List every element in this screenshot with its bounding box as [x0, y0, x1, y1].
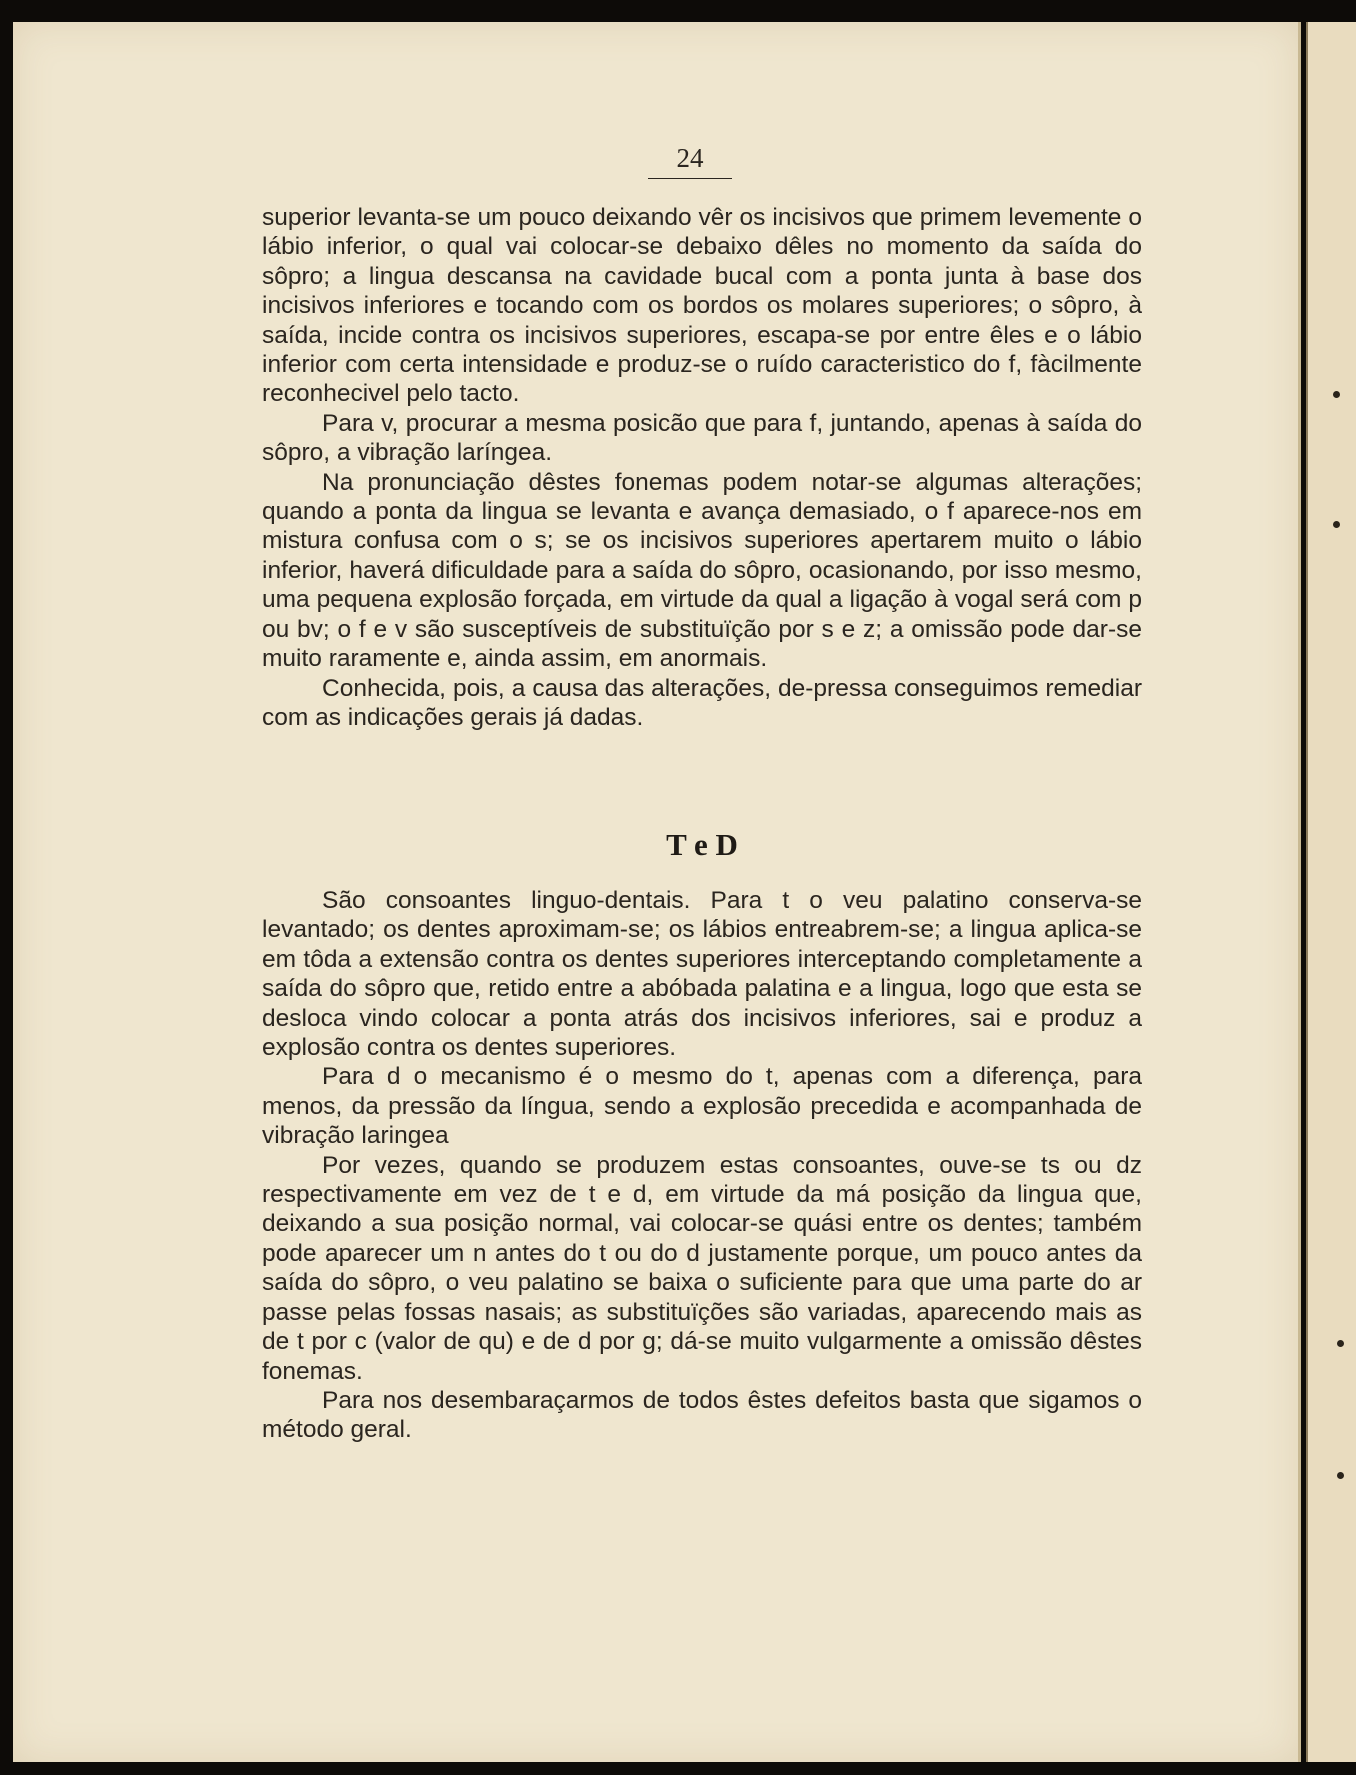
- paragraph: Para nos desembaraçarmos de todos êstes defeitos basta que sigamos o método geral.: [262, 1386, 1142, 1444]
- paragraph: Para v, procurar a mesma posicão que para f, juntando, apenas à saída do sôpro, a vibração laríngea.: [262, 409, 1142, 467]
- edge-mark: [1337, 1472, 1344, 1479]
- paragraph: Por vezes, quando se produzem estas consoantes, ouve-se ts ou dz respectivamente em vez de t e d, em virtude da má posição da lingua que, deixando a sua posição normal, vai colocar-se quási entre os dentes; também pode aparecer um n antes do t ou do d justamente porque, um pouco antes da saída do sôpro, o veu palatino se baixa o suficiente para que uma parte do ar passe pelas fossas nasais; as substituïções são variadas, aparecendo mais as de t por c (valor de qu) e de d por g; dá-se muito vulgarmente a omissão dêstes fonemas.: [262, 1151, 1142, 1385]
- paragraph: São consoantes linguo-dentais. Para t o veu palatino conserva-se levantado; os dentes aproximam-se; os lábios entreabrem-se; a lingua aplica-se em tôda a extensão contra os dentes superiores interceptando completamente a saída do sôpro que, retido entre a abóbada palatina e a lingua, logo que esta se desloca vindo colocar a ponta atrás dos incisivos inferiores, sai e produz a explosão contra os dentes superiores.: [262, 887, 1142, 1062]
- next-page-edge: [1306, 22, 1356, 1762]
- edge-mark: [1337, 1340, 1344, 1347]
- paragraph: Para d o mecanismo é o mesmo do t, apenas com a diferença, para menos, da pressão da língua, sendo a explosão precedida e acompanhada de vibração laringea: [262, 1063, 1142, 1150]
- text-section-1: [262, 203, 1142, 732]
- paragraph: superior levanta-se um pouco deixando vêr os incisivos que primem levemente o lábio inferior, o qual vai colocar-se debaixo dêles no momento da saída do sôpro; a lingua descansa na cavidade bucal com a ponta junta à base dos incisivos inferiores e tocando com os bordos os molares superiores; o sôpro, à saída, incide contra os incisivos superiores, escapa-se por entre êles e o lábio inferior com certa intensidade e produz-se o ruído caracteristico do f, fàcilmente reconhecivel pelo tacto.: [262, 204, 1142, 408]
- section-heading: T e D: [666, 827, 738, 862]
- paragraph: Conhecida, pois, a causa das alterações, de-pressa conseguimos remediar com as indicações gerais já dadas.: [262, 674, 1142, 731]
- text-section-2: [262, 886, 1142, 1445]
- edge-mark: [1333, 391, 1340, 398]
- paragraph: Na pronunciação dêstes fonemas podem notar-se algumas alterações; quando a ponta da lingua se levanta e avança demasiado, o f aparece-nos em mistura confusa com o s; se os incisivos superiores apertarem muito o lábio inferior, haverá dificuldade para a saída do sôpro, ocasionando, por isso mesmo, uma pequena explosão forçada, em virtude da qual a ligação à vogal será com p ou bv; o f e v são susceptíveis de substituïção por s e z; a omissão pode dar-se muito raramente e, ainda assim, em anormais.: [262, 468, 1142, 673]
- edge-mark: [1333, 521, 1340, 528]
- page-number: 24: [648, 143, 732, 179]
